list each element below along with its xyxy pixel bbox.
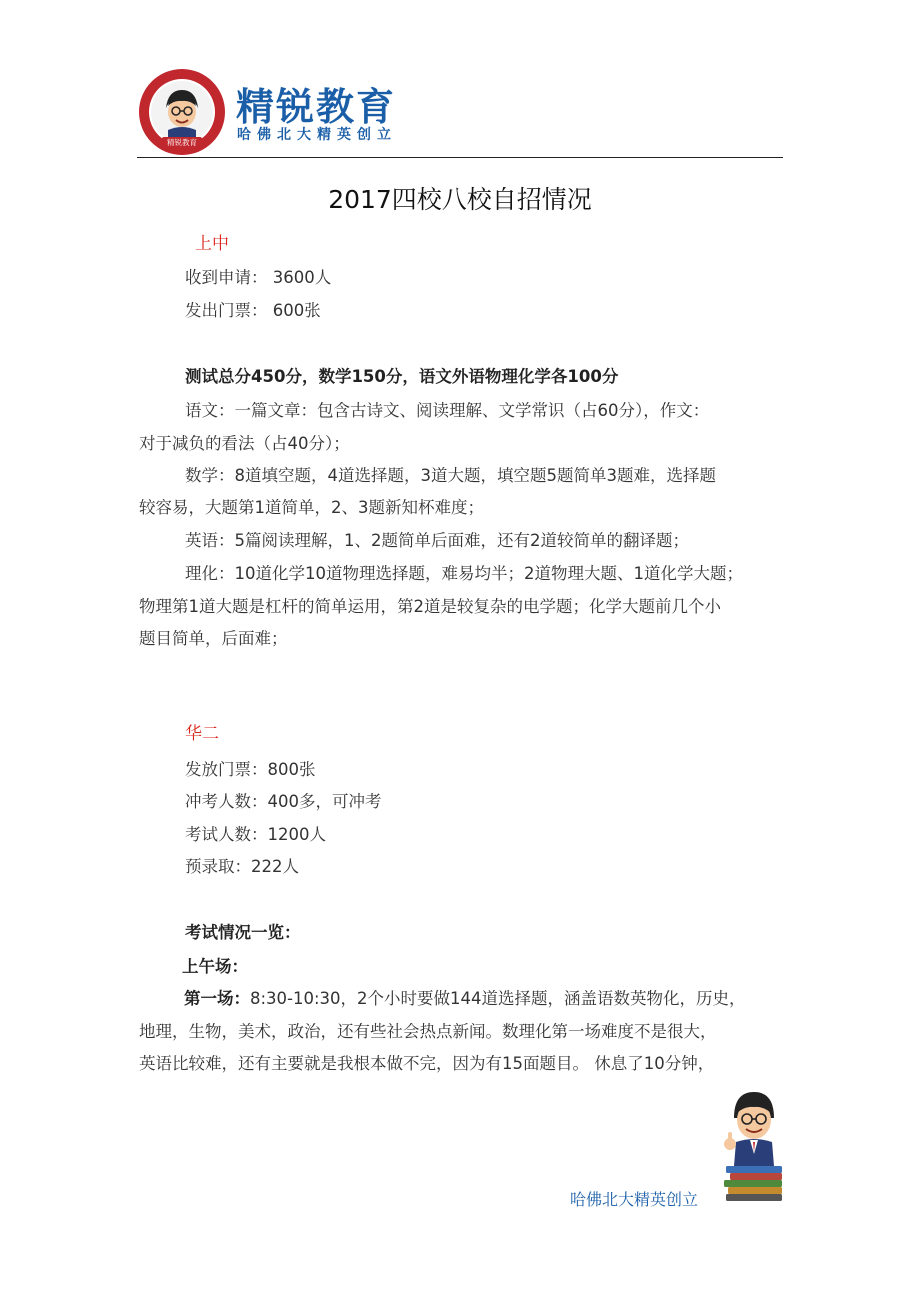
section-heading-shangzhong: 上中 [195, 234, 229, 254]
brand-seal-logo [138, 68, 226, 156]
tickets-issued-huaer: 发放门票：800张 [185, 760, 316, 779]
tickets-issued: 发出门票： 600张 [185, 301, 321, 320]
header-divider [137, 157, 783, 158]
chinese-paragraph-line1: 语文：一篇文章：包含古诗文、阅读理解、文学常识（占60分），作文： [185, 401, 710, 420]
science-paragraph-line3: 题目简单，后面难； [139, 629, 288, 648]
extra-candidates: 冲考人数：400多，可冲考 [185, 792, 382, 811]
seal-label: 精锐教育 [167, 138, 197, 147]
first-session-label: 第一场： [184, 989, 250, 1008]
english-paragraph: 英语：5篇阅读理解，1、2题简单后面难，还有2道较简单的翻译题； [185, 531, 689, 550]
applications-received: 收到申请： 3600人 [185, 268, 332, 287]
footer-slogan: 哈佛北大精英创立 [570, 1190, 699, 1209]
science-paragraph-line1: 理化：10道化学10道物理选择题，难易均半；2道物理大题、1道化学大题； [185, 564, 743, 583]
pre-admission: 预录取：222人 [185, 857, 299, 876]
math-paragraph-line1: 数学：8道填空题，4道选择题，3道大题，填空题5题简单3题难，选择题 [185, 466, 716, 485]
first-session-line3: 英语比较难，还有主要就是我根本做不完，因为有15面题目。 休息了10分钟， [139, 1054, 715, 1073]
score-summary: 测试总分450分，数学150分，语文外语物理化学各100分 [185, 367, 619, 386]
brand-name: 精锐教育 [236, 85, 397, 129]
science-paragraph-line2: 物理第1道大题是杠杆的简单运用，第2道是较复杂的电学题；化学大题前几个小 [139, 597, 721, 616]
exam-overview-heading: 考试情况一览： [185, 923, 301, 942]
brand-slogan: 哈佛北大精英创立 [237, 127, 397, 143]
chinese-paragraph-line2: 对于减负的看法（占40分）； [139, 434, 350, 453]
morning-session-heading: 上午场： [182, 957, 248, 976]
first-session-line1: 第一场：8:30-10:30，2个小时要做144道选择题，涵盖语数英物化，历史， [184, 989, 746, 1008]
section-heading-huaer: 华二 [185, 724, 219, 744]
mascot-illustration [718, 1088, 788, 1204]
first-session-line2: 地理，生物，美术，政治，还有些社会热点新闻。数理化第一场难度不是很大， [139, 1022, 717, 1041]
examinee-count: 考试人数：1200人 [185, 825, 326, 844]
math-paragraph-line2: 较容易，大题第1道简单，2、3题新知杯难度； [139, 498, 484, 517]
document-title: 2017四校八校自招情况 [328, 185, 592, 214]
